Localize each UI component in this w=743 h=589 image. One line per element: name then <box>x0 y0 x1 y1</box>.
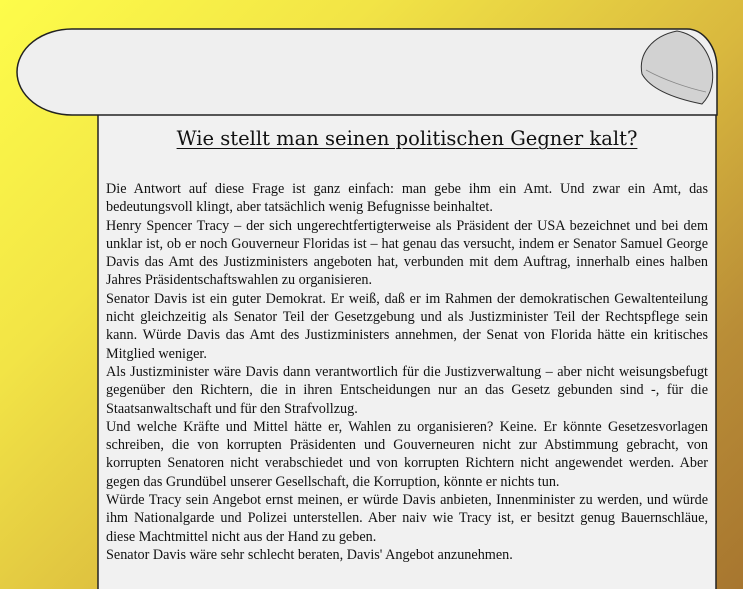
page-title: Wie stellt man seinen politischen Gegner kalt? <box>176 127 638 150</box>
article-body <box>106 180 708 564</box>
paragraph: Senator Davis wäre sehr schlecht beraten, Davis' Angebot anzunehmen. <box>106 546 513 563</box>
paragraph: Als Justizminister wäre Davis dann verantwortlich für die Justizverwaltung – aber nicht weisungsbefugt gegenüber den Richtern, die in ihren Entscheidungen nur an das Gesetz gebunden sind -, für die Staatsanwaltschaft und für den Strafvollzug. <box>106 363 708 417</box>
paragraph: Würde Tracy sein Angebot ernst meinen, er würde Davis anbieten, Innenminister zu werden, und würde ihm Nationalgarde und Polizei unterstellen. Aber naiv wie Tracy ist, er besitzt genug Bauernschläue, diese Machtmittel nicht aus der Hand zu geben. <box>106 492 708 545</box>
paragraph: Senator Davis ist ein guter Demokrat. Er weiß, daß er im Rahmen der demokratischen Gewaltenteilung nicht gleichzeitig als Senator Teil der Gesetzgebung und als Justizminister Teil der Rechtspflege sein kann. Würde Davis das Amt des Justizministers annehmen, der Senat von Florida hätte ein kritisches Mitglied weniger. <box>106 290 708 362</box>
paragraph: Henry Spencer Tracy – der sich ungerechtfertigterweise als Präsident der USA bezeichnet und bei dem unklar ist, ob er noch Gouverneur Floridas ist – hat genau das versucht, indem er Senator Samuel George Davis das Amt des Justizministers angeboten hat, verbunden mit dem Auftrag, innerhalb eines halben Jahres Präsidentschaftswahlen zu organisieren. <box>106 217 708 289</box>
paragraph: Die Antwort auf diese Frage ist ganz einfach: man gebe ihm ein Amt. Und zwar ein Amt, das bedeutungsvoll klingt, aber tatsächlich wenig Befugnisse beinhaltet. <box>106 181 708 216</box>
paragraph: Und welche Kräfte und Mittel hätte er, Wahlen zu organisieren? Keine. Er könnte Gesetzesvorlagen schreiben, die von korrupten Präsidenten und Gouverneuren nicht zur Abstimmung gebracht, von korrupten Senatoren nicht verabschiedet und von korrupten Richtern nicht angewendet werden. Aber gegen das Grundübel unserer Gesellschaft, die Korruption, könnte er nichts tun. <box>106 418 708 490</box>
scroll-top-roll <box>17 29 717 115</box>
